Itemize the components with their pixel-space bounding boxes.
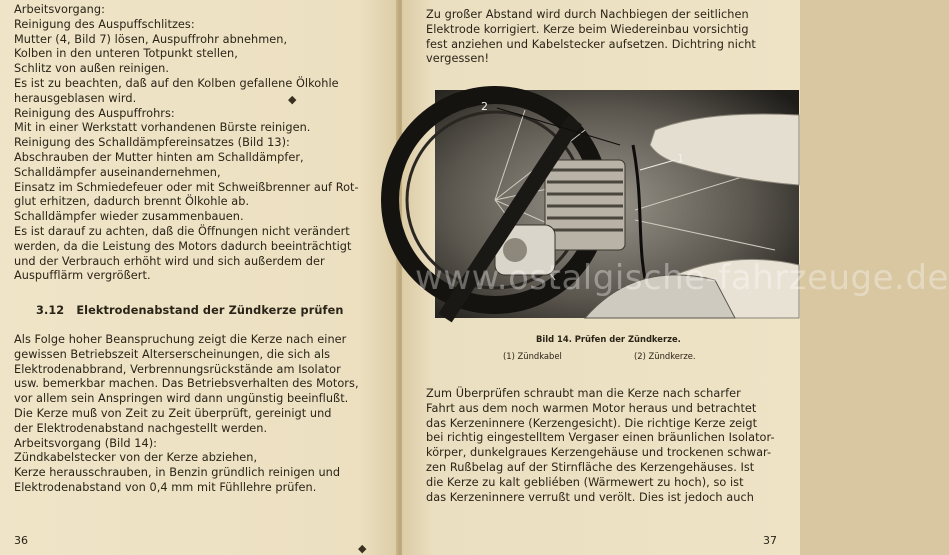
text-line: Zum Überprüfen schraubt man die Kerze nach scharfer [426,387,741,400]
watermark-text: www.ostalgische-fahrzeuge.de [415,258,949,298]
text-line: Einsatz im Schmiedefeuer oder mit Schweißbrenner auf Rot- [14,180,359,194]
text-line: Elektrodenabbrand, Verbrennungsrückstände am Isolator [14,362,341,376]
text-line: die Kerze zu kalt gebliében (Wärmewert zu hoch), so ist [426,475,744,489]
text-line: Abschrauben der Mutter hinten am Schalldämpfer, [14,150,304,164]
text-line: vergessen! [426,52,490,66]
right-page [402,0,949,555]
figure-caption-title: Bild 14. Prüfen der Zündkerze. [536,334,681,344]
figure-caption-item-1: (1) Zündkabel [503,351,562,361]
text-line: Arbeitsvorgang (Bild 14): [14,436,158,450]
figure-caption-item-2: (2) Zündkerze. [634,351,696,361]
text-line: Kolben in den unteren Totpunkt stellen, [14,47,238,61]
text-line: das Kerzeninnere verrußt und verölt. Dies ist jedoch auch [426,490,754,504]
section-heading [36,304,343,317]
text-line: usw. bemerkbar machen. Das Betriebsverhalten des Motors, [14,377,359,391]
text-line: Elektrode korrigiert. Kerze beim Wiedereinbau vorsichtig [426,22,749,36]
figure-label-1: 1 [677,152,684,165]
text-line: Reinigung des Auspuffschlitzes: [14,17,195,31]
text-line: glut erhitzen, dadurch brennt Ölkohle ab. [14,195,250,209]
text-line: Es ist darauf zu achten, daß die Öffnungen nicht verändert [14,224,350,238]
text-line: Mutter (4, Bild 7) lösen, Auspuffrohr abnehmen, [14,32,288,46]
text-line: Zu großer Abstand wird durch Nachbiegen der seitlichen [426,8,749,21]
section-title-text: Elektrodenabstand der Zündkerze prüfen [76,304,344,317]
text-line: das Kerzeninnere (Kerzengesicht). Die richtige Kerze zeigt [426,416,758,430]
text-line: Mit in einer Werkstatt vorhandenen Bürste reinigen. [14,121,311,135]
text-line: Die Kerze muß von Zeit zu Zeit überprüft, gereinigt und [14,406,332,420]
text-line: vor allem sein Anspringen wird dann ungünstig beeinflußt. [14,392,349,406]
page-number-right: 37 [763,534,777,547]
right-text-bottom [426,387,782,505]
print-mark: ◆ [288,93,297,106]
text-line: Schalldämpfer auseinandernehmen, [14,165,221,179]
text-line: zen Rußbelag auf der Stirnfläche des Kerzengehäuses. Ist [426,460,755,474]
text-line: Reinigung des Schalldämpfereinsatzes (Bild 13): [14,136,290,150]
text-line: Zündkabelstecker von der Kerze abziehen, [14,451,258,465]
text-line: Reinigung des Auspuffrohrs: [14,106,175,120]
text-line: Es ist zu beachten, daß auf den Kolben gefallene Ölkohle [14,76,339,90]
figure-label-2: 2 [481,100,488,113]
left-page [0,0,398,555]
print-mark: ◆ [358,542,367,555]
text-line: Kerze herausschrauben, in Benzin gründlich reinigen und [14,466,341,480]
text-line: Auspufflärm vergrößert. [14,269,151,283]
text-line: bei richtig eingestelltem Vergaser einen bräunlichen Isolator- [426,431,775,445]
text-line: Fahrt aus dem noch warmen Motor heraus und betrachtet [426,401,757,415]
text-line: herausgeblasen wird. [14,91,137,105]
spark-plug-photo [415,90,949,318]
text-line: werden, da die Leistung des Motors dadurch beeinträchtigt [14,239,352,253]
text-line: Elektrodenabstand von 0,4 mm mit Fühllehre prüfen. [14,480,317,494]
left-text-bottom [14,333,374,496]
text-line: körper, dunkelgraues Kerzengehäuse und trockenen schwar- [426,446,772,460]
text-line: Arbeitsvorgang: [14,3,105,16]
text-line: Als Folge hoher Beanspruchung zeigt die Kerze nach einer [14,333,347,346]
text-line: Schlitz von außen reinigen. [14,62,170,76]
text-line: Schalldämpfer wieder zusammenbauen. [14,210,244,224]
section-number: 3.12 [36,304,65,317]
text-line: und der Verbrauch erhöht wird und sich außerdem der [14,254,325,268]
text-line: gewissen Betriebszeit Alterserscheinungen, die sich als [14,347,331,361]
text-line: der Elektrodenabstand nachgestellt werden. [14,421,268,435]
left-text-top [14,3,374,284]
page-number-left: 36 [14,534,28,547]
text-line: fest anziehen und Kabelstecker aufsetzen. Dichtring nicht [426,37,756,51]
right-text-top [426,8,782,67]
